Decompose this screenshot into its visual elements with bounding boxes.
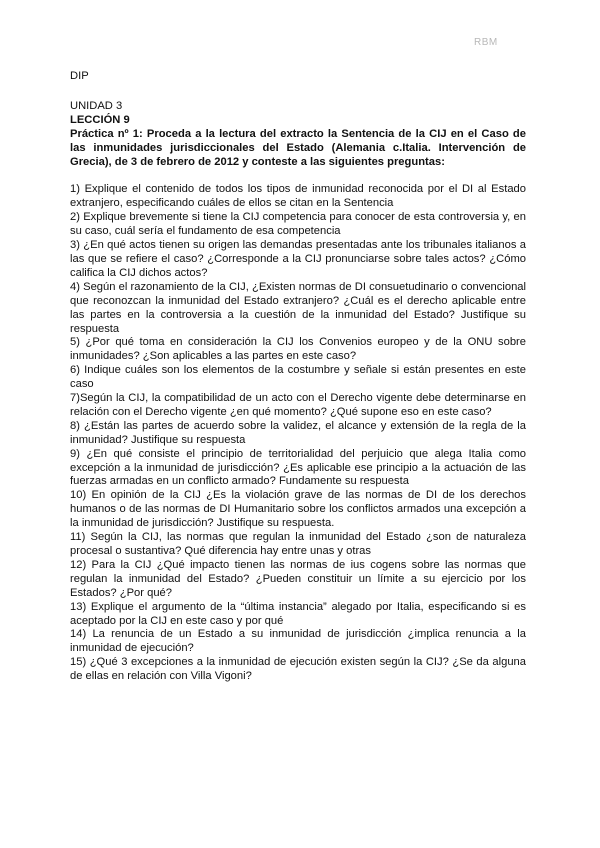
unit-heading: UNIDAD 3: [70, 99, 123, 112]
question-item: 13) Explique el argumento de la “última instancia” alegado por Italia, especificando si es aceptado por la CIJ en este caso y por qué: [70, 600, 526, 627]
question-item: 3) ¿En qué actos tienen su origen las demandas presentadas ante los tribunales italianos a las que se refiere el caso? ¿Corresponde a la CIJ pronunciarse sobre tales actos? ¿Cómo califica la CIJ dichos actos?: [70, 239, 526, 279]
question-item: 6) Indique cuáles son los elementos de la costumbre y señale si están presentes en este caso: [70, 364, 526, 391]
question-item: 5) ¿Por qué toma en consideración la CIJ los Convenios europeo y de la ONU sobre inmunidades? ¿Son aplicables a las partes en este caso?: [70, 336, 526, 363]
question-item: 8) ¿Están las partes de acuerdo sobre la validez, el alcance y extensión de la regla de la inmunidad? Justifique su respuesta: [70, 419, 526, 446]
question-item: 11) Según la CIJ, las normas que regulan la inmunidad del Estado ¿son de naturaleza procesal o sustantiva? Qué diferencia hay entre unas y otras: [70, 531, 526, 557]
question-item: 4) Según el razonamiento de la CIJ, ¿Existen normas de DI consuetudinario o convencional que reconozcan la inmunidad del Estado extranjero? ¿Cuál es el derecho aplicable entre las partes en la controversia a la cuestión de la inmunidad del Estado? Justifique su respuesta: [70, 280, 526, 335]
question-item: 14) La renuncia de un Estado a su inmunidad de jurisdicción ¿implica renuncia a la inmunidad de ejecución?: [70, 628, 526, 655]
question-item: 12) Para la CIJ ¿Qué impacto tienen las normas de ius cogens sobre las normas que regulan la inmunidad del Estado? ¿Pueden constituir un límite a su ejercicio por los Estados? ¿Por qué?: [70, 558, 526, 599]
header-initials: RBM: [474, 37, 498, 48]
question-item: 10) En opinión de la CIJ ¿Es la violación grave de las normas de DI de los derechos humanos o de las normas de DI Humanitario sobre los conflictos armados una excepción a la inmunidad de jurisdicción? Justifique su respuesta.: [70, 489, 526, 530]
course-code: DIP: [70, 70, 89, 82]
question-list: [70, 183, 526, 684]
question-item: 15) ¿Qué 3 excepciones a la inmunidad de ejecución existen según la CIJ? ¿Se da alguna de ellas en relación con Villa Vigoni?: [70, 656, 526, 683]
document-body: [70, 70, 526, 684]
question-item: 7)Según la CIJ, la compatibilidad de un acto con el Derecho vigente debe determinarse en relación con el Derecho vigente ¿en qué momento? ¿Qué supone eso en este caso?: [70, 392, 526, 418]
question-item: 2) Explique brevemente si tiene la CIJ competencia para conocer de esta controversia y, en su caso, cuál sería el fundamento de esa competencia: [70, 211, 526, 238]
question-item: 1) Explique el contenido de todos los tipos de inmunidad reconocida por el DI al Estado extranjero, especificando cuáles de ellos se citan en la Sentencia: [70, 183, 526, 210]
question-item: 9) ¿En qué consiste el principio de territorialidad del perjuicio que alega Italia como excepción a la inmunidad de jurisdicción? ¿Es aplicable ese principio a la actuación de las fuerzas armadas en un conflicto armado? Fundamente su respuesta: [70, 447, 526, 488]
practice-instructions: Práctica nº 1: Proceda a la lectura del extracto la Sentencia de la CIJ en el Caso de las inmunidades jurisdiccionales del Estado (Alemania c.Italia. Intervención de Grecia), de 3 de febrero de 2012 y conteste a las siguientes preguntas:: [70, 127, 526, 168]
lesson-heading: LECCIÓN 9: [70, 113, 130, 126]
